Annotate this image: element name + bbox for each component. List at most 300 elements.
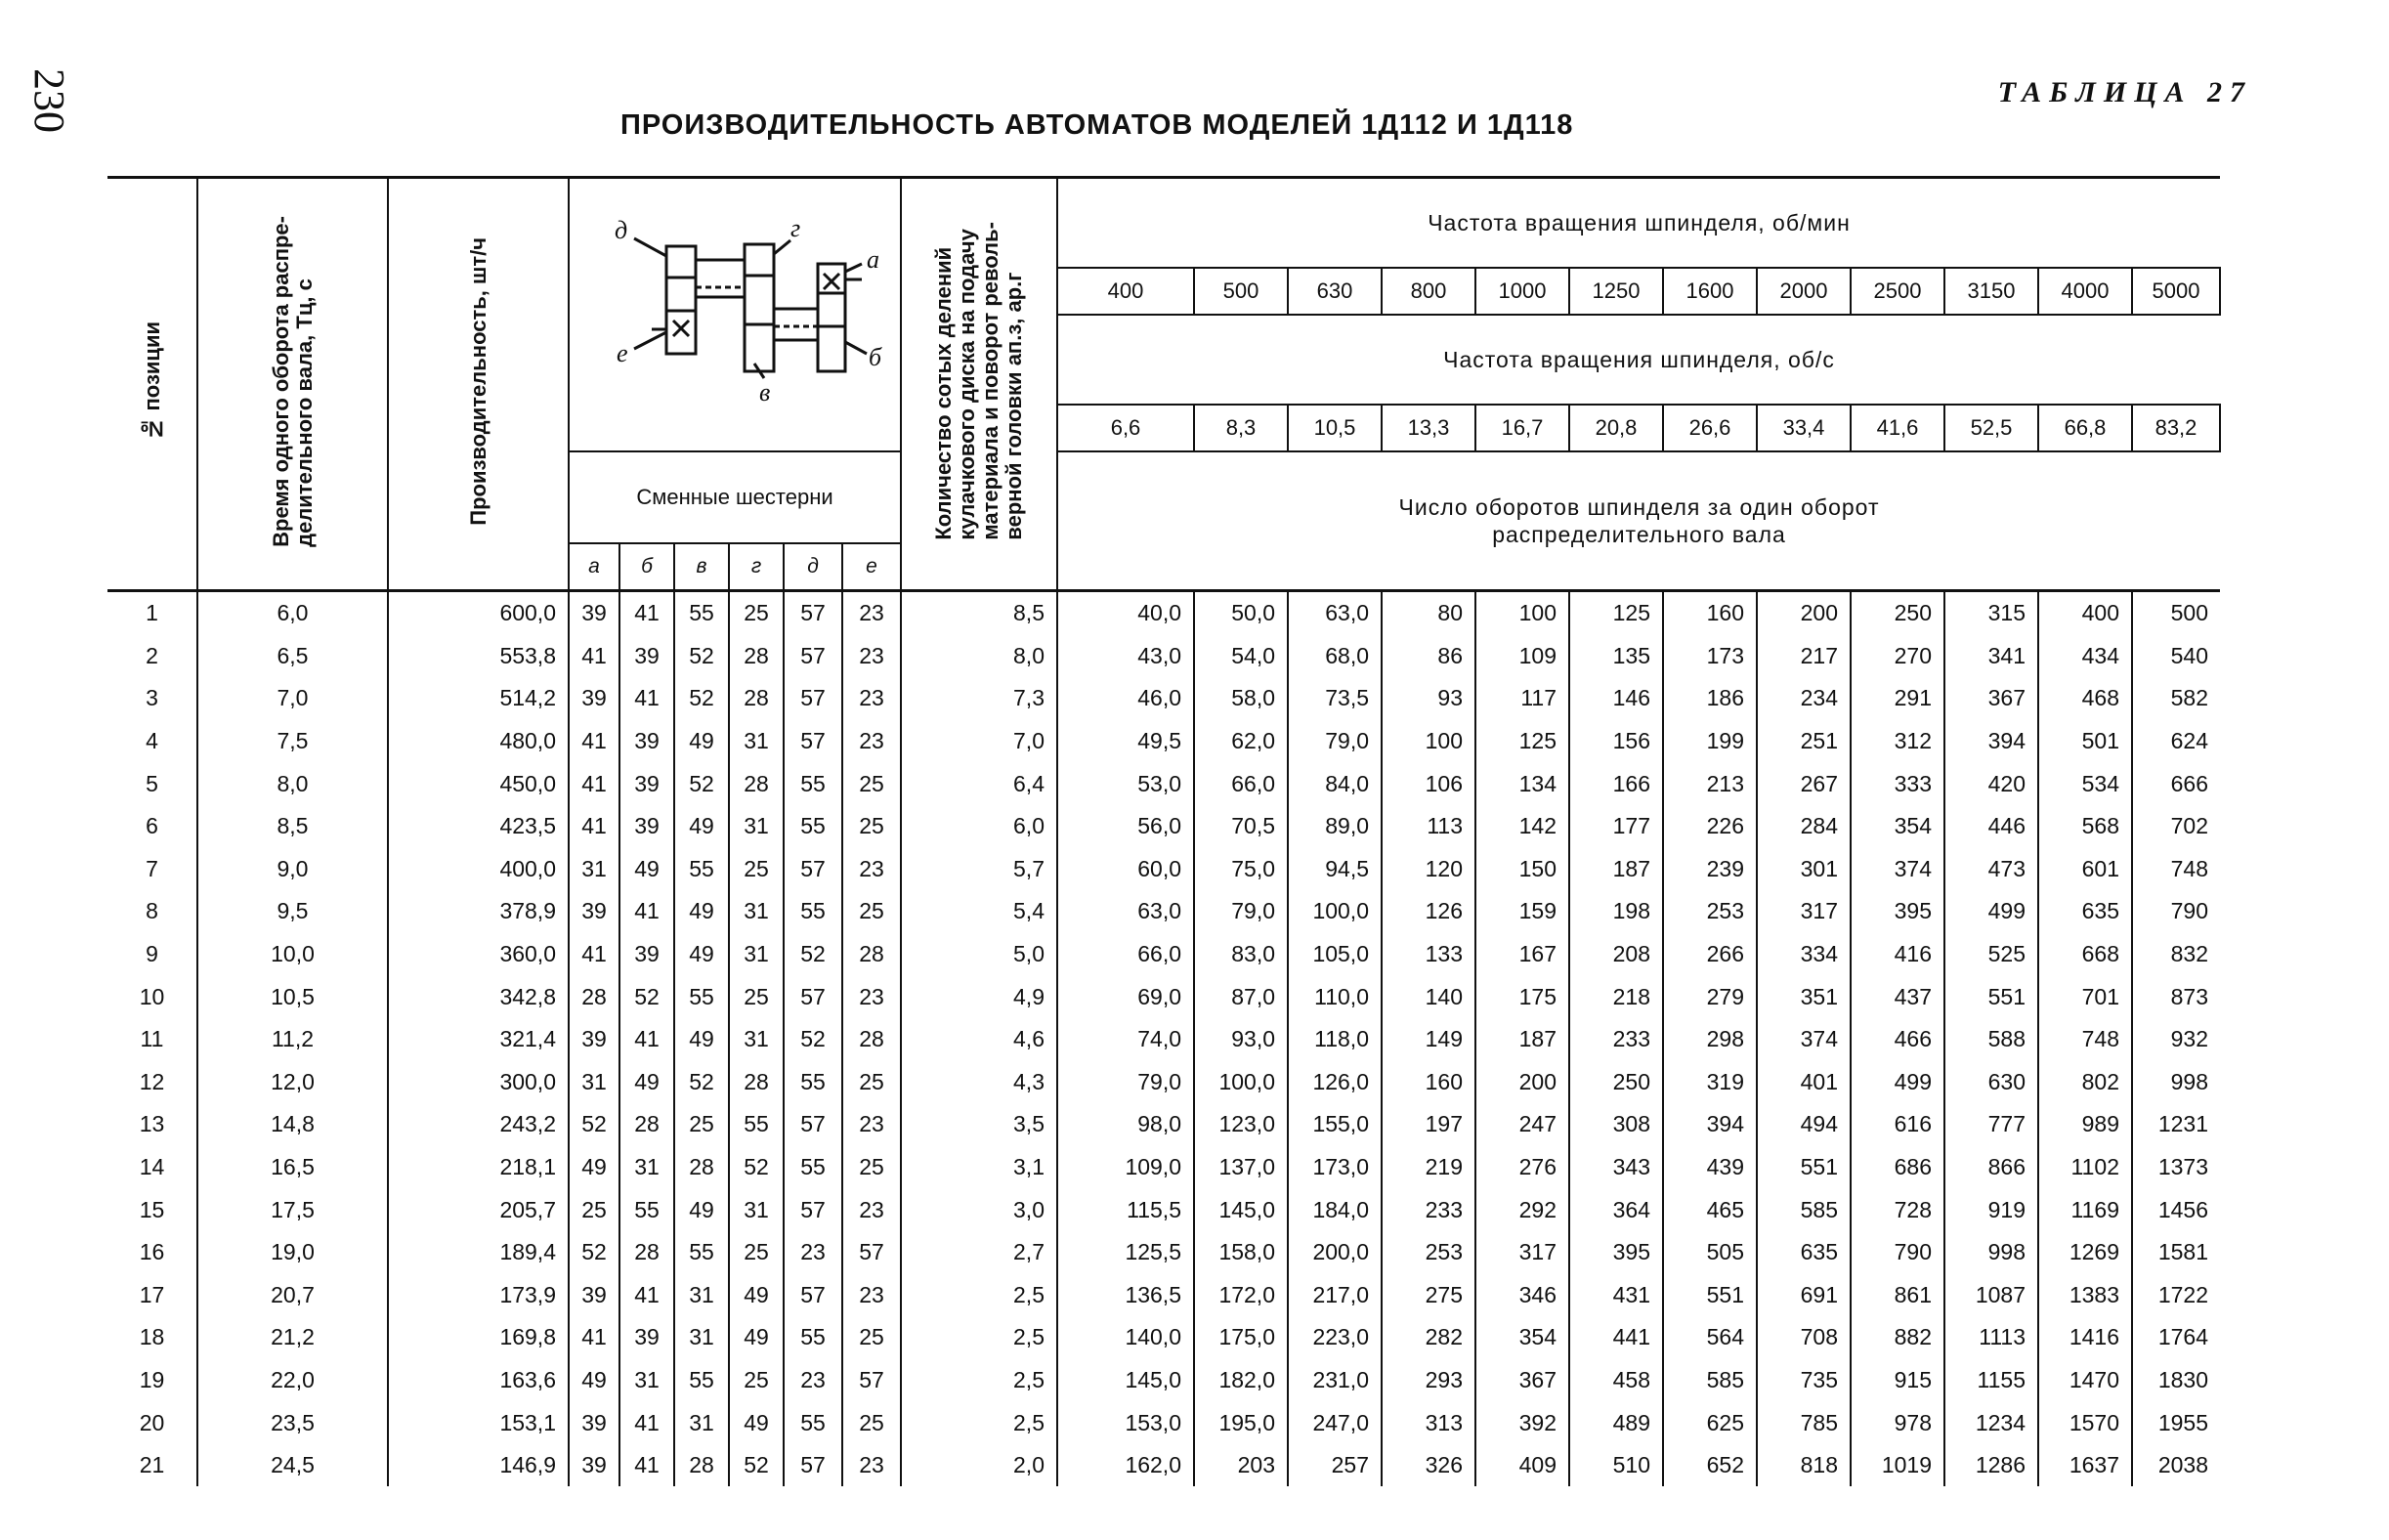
gear-teeth: 25 — [842, 1316, 901, 1359]
spindle-revolutions: 1581 — [2157, 1239, 2208, 1265]
gear-teeth: 23 — [842, 1444, 901, 1487]
spindle-revolutions: 1234 — [1944, 1401, 2038, 1444]
spindle-revolutions: 315 — [1944, 591, 2038, 635]
spindle-revolutions: 217,0 — [1288, 1274, 1382, 1317]
spindle-revolutions: 250 — [1569, 1061, 1663, 1104]
spindle-revolutions: 43,0 — [1057, 635, 1194, 678]
gear-teeth: 57 — [842, 1231, 901, 1274]
gear-teeth: 31 — [729, 720, 784, 763]
spindle-revolutions: 400 — [2038, 591, 2132, 635]
table-row — [107, 890, 2220, 933]
spindle-revolutions: 226 — [1663, 805, 1757, 848]
spindle-revolutions: 499 — [1944, 890, 2038, 933]
spindle-revolutions: 668 — [2038, 933, 2132, 976]
gear-teeth: 23 — [842, 591, 901, 635]
gear-teeth: 41 — [619, 1401, 674, 1444]
gear-teeth: 49 — [674, 1188, 729, 1231]
gear-teeth: 49 — [674, 933, 729, 976]
gear-teeth: 55 — [784, 1146, 842, 1189]
spindle-revolutions: 1286 — [1944, 1444, 2038, 1487]
spindle-revolutions: 46,0 — [1057, 677, 1194, 720]
gear-teeth: 28 — [674, 1146, 729, 1189]
spindle-revolutions: 882 — [1851, 1316, 1944, 1359]
spindle-revolutions: 126 — [1382, 890, 1475, 933]
gear-teeth: 25 — [842, 1061, 901, 1104]
spindle-revolutions: 79,0 — [1057, 1061, 1194, 1104]
spindle-revolutions: 468 — [2038, 677, 2132, 720]
spindle-revolutions: 735 — [1757, 1359, 1851, 1402]
gear-teeth: 57 — [784, 975, 842, 1018]
spindle-revolutions: 394 — [1663, 1103, 1757, 1146]
position-number: 1 — [107, 591, 197, 635]
spindle-revolutions: 200 — [1475, 1061, 1569, 1104]
spindle-revolutions: 126,0 — [1288, 1061, 1382, 1104]
spindle-revolutions: 63,0 — [1288, 591, 1382, 635]
gear-teeth: 52 — [569, 1103, 619, 1146]
spindle-revolutions: 217 — [1757, 635, 1851, 678]
spindle-revolutions: 223,0 — [1288, 1316, 1382, 1359]
spindle-revolutions: 354 — [1851, 805, 1944, 848]
rps-value: 33,4 — [1757, 405, 1851, 451]
spindle-revolutions: 616 — [1851, 1103, 1944, 1146]
spindle-revolutions: 1155 — [1944, 1359, 2038, 1402]
gear-teeth: 55 — [784, 1061, 842, 1104]
rpm-value: 1000 — [1475, 268, 1569, 315]
page-number: 230 — [25, 68, 73, 133]
gear-teeth: 25 — [842, 762, 901, 805]
gear-teeth: 31 — [569, 1061, 619, 1104]
spindle-revolutions: 551 — [1757, 1146, 1851, 1189]
table-row — [107, 1103, 2220, 1146]
spindle-revolutions: 500 — [2170, 600, 2208, 626]
rpm-value: 2500 — [1851, 268, 1944, 315]
productivity: 173,9 — [388, 1274, 569, 1317]
rps-value: 66,8 — [2038, 405, 2132, 451]
position-number: 5 — [107, 762, 197, 805]
gear-teeth: 57 — [784, 848, 842, 891]
spindle-revolutions: 401 — [1757, 1061, 1851, 1104]
rps-value: 8,3 — [1194, 405, 1288, 451]
divisions: 2,5 — [901, 1401, 1057, 1444]
gear-teeth: 41 — [619, 890, 674, 933]
spindle-revolutions: 499 — [1851, 1061, 1944, 1104]
gear-teeth: 31 — [674, 1274, 729, 1317]
gear-teeth: 31 — [729, 1018, 784, 1061]
divisions: 5,0 — [901, 933, 1057, 976]
divisions: 3,5 — [901, 1103, 1057, 1146]
rpm-value: 500 — [1194, 268, 1288, 315]
spindle-revolutions: 666 — [2170, 770, 2208, 796]
divisions: 7,0 — [901, 720, 1057, 763]
spindle-revolutions: 276 — [1475, 1146, 1569, 1189]
spindle-revolutions: 701 — [2038, 975, 2132, 1018]
spindle-revolutions: 125 — [1569, 591, 1663, 635]
spindle-revolutions: 785 — [1757, 1401, 1851, 1444]
spindle-revolutions: 1637 — [2038, 1444, 2132, 1487]
gear-teeth: 55 — [784, 805, 842, 848]
spindle-revolutions: 160 — [1382, 1061, 1475, 1104]
spindle-revolutions: 68,0 — [1288, 635, 1382, 678]
cycle-time: 11,2 — [197, 1018, 388, 1061]
spindle-revolutions: 184,0 — [1288, 1188, 1382, 1231]
spindle-revolutions: 156 — [1569, 720, 1663, 763]
spindle-revolutions: 582 — [2170, 685, 2208, 711]
spindle-revolutions: 374 — [1851, 848, 1944, 891]
spindle-revolutions: 93,0 — [1194, 1018, 1288, 1061]
spindle-revolutions: 125 — [1475, 720, 1569, 763]
spindle-revolutions: 564 — [1663, 1316, 1757, 1359]
spindle-revolutions: 213 — [1663, 762, 1757, 805]
spindle-revolutions: 466 — [1851, 1018, 1944, 1061]
divisions: 4,9 — [901, 975, 1057, 1018]
divisions: 6,4 — [901, 762, 1057, 805]
spindle-revolutions: 125,5 — [1057, 1231, 1194, 1274]
rps-value: 41,6 — [1851, 405, 1944, 451]
rps-value: 10,5 — [1288, 405, 1382, 451]
position-number: 19 — [107, 1359, 197, 1402]
spindle-revolutions: 416 — [1851, 933, 1944, 976]
gear-letter-header: д — [784, 543, 842, 591]
spindle-revolutions: 568 — [2038, 805, 2132, 848]
spindle-revolutions: 708 — [1757, 1316, 1851, 1359]
cycle-time: 7,0 — [197, 677, 388, 720]
gear-diagram-cell — [569, 178, 901, 452]
table-row — [107, 762, 2220, 805]
spindle-revolutions: 1269 — [2038, 1231, 2132, 1274]
rpm-value: 630 — [1288, 268, 1382, 315]
spindle-revolutions: 175 — [1475, 975, 1569, 1018]
table-body — [107, 591, 2220, 1487]
gear-letter-header: г — [729, 543, 784, 591]
divisions: 2,0 — [901, 1444, 1057, 1487]
cycle-time: 12,0 — [197, 1061, 388, 1104]
spindle-revolutions: 74,0 — [1057, 1018, 1194, 1061]
spindle-revolutions: 374 — [1757, 1018, 1851, 1061]
gear-teeth: 49 — [674, 1018, 729, 1061]
productivity: 169,8 — [388, 1316, 569, 1359]
cycle-time: 19,0 — [197, 1231, 388, 1274]
table-row — [107, 1316, 2220, 1359]
gear-teeth: 31 — [619, 1359, 674, 1402]
spindle-revolutions: 66,0 — [1057, 933, 1194, 976]
spindle-revolutions: 525 — [1944, 933, 2038, 976]
table-row — [107, 1146, 2220, 1189]
spindle-revolutions: 142 — [1475, 805, 1569, 848]
position-number: 16 — [107, 1231, 197, 1274]
gear-teeth: 39 — [619, 805, 674, 848]
position-number: 7 — [107, 848, 197, 891]
table-label: ТАБЛИЦА 27 — [1997, 76, 2252, 108]
rps-value: 16,7 — [1475, 405, 1569, 451]
gear-teeth: 28 — [619, 1103, 674, 1146]
gear-teeth: 28 — [729, 762, 784, 805]
spindle-revolutions: 282 — [1382, 1316, 1475, 1359]
spindle-revolutions: 137,0 — [1194, 1146, 1288, 1189]
spindle-revolutions: 199 — [1663, 720, 1757, 763]
spindle-revolutions: 177 — [1569, 805, 1663, 848]
divisions: 8,5 — [901, 591, 1057, 635]
spindle-revolutions: 343 — [1569, 1146, 1663, 1189]
gear-teeth: 23 — [842, 848, 901, 891]
spindle-revolutions: 919 — [1944, 1188, 2038, 1231]
spindle-revolutions: 319 — [1663, 1061, 1757, 1104]
rps-value: 83,2 — [2132, 405, 2220, 451]
productivity: 378,9 — [388, 890, 569, 933]
gear-teeth: 23 — [842, 1103, 901, 1146]
spindle-revolutions: 1169 — [2038, 1188, 2132, 1231]
gear-teeth: 52 — [674, 1061, 729, 1104]
table-row — [107, 720, 2220, 763]
gear-teeth: 41 — [569, 1316, 619, 1359]
spindle-revolutions: 267 — [1757, 762, 1851, 805]
spindle-revolutions: 635 — [1757, 1231, 1851, 1274]
productivity: 480,0 — [388, 720, 569, 763]
spindle-revolutions: 118,0 — [1288, 1018, 1382, 1061]
spindle-revolutions: 861 — [1851, 1274, 1944, 1317]
spindle-revolutions: 1830 — [2157, 1366, 2208, 1392]
spindle-revolutions: 270 — [1851, 635, 1944, 678]
spindle-revolutions: 1955 — [2157, 1409, 2208, 1435]
spindle-revolutions: 186 — [1663, 677, 1757, 720]
table-row — [107, 1444, 2220, 1487]
spindle-revolutions: 1722 — [2157, 1281, 2208, 1307]
spindle-revolutions: 279 — [1663, 975, 1757, 1018]
cycle-time: 6,5 — [197, 635, 388, 678]
spindle-revolutions: 155,0 — [1288, 1103, 1382, 1146]
divisions: 3,0 — [901, 1188, 1057, 1231]
spindle-revolutions: 100,0 — [1288, 890, 1382, 933]
spindle-revolutions: 109,0 — [1057, 1146, 1194, 1189]
gear-teeth: 31 — [569, 848, 619, 891]
gear-teeth: 52 — [619, 975, 674, 1018]
spindle-revolutions: 63,0 — [1057, 890, 1194, 933]
spindle-revolutions: 140 — [1382, 975, 1475, 1018]
productivity-table — [107, 176, 2221, 1486]
spindle-revolutions: 113 — [1382, 805, 1475, 848]
spindle-revolutions: 146 — [1569, 677, 1663, 720]
spindle-revolutions: 187 — [1569, 848, 1663, 891]
spindle-revolutions: 458 — [1569, 1359, 1663, 1402]
gear-teeth: 57 — [784, 635, 842, 678]
gear-teeth: 52 — [569, 1231, 619, 1274]
cycle-time: 6,0 — [197, 591, 388, 635]
spindle-revolutions: 346 — [1475, 1274, 1569, 1317]
gear-teeth: 31 — [619, 1146, 674, 1189]
spindle-revolutions: 150 — [1475, 848, 1569, 891]
spindle-revolutions: 1764 — [2157, 1324, 2208, 1350]
spindle-revolutions: 275 — [1382, 1274, 1475, 1317]
position-number: 14 — [107, 1146, 197, 1189]
position-number: 12 — [107, 1061, 197, 1104]
gear-teeth: 39 — [619, 762, 674, 805]
spindle-revolutions: 702 — [2170, 813, 2208, 839]
spindle-revolutions: 394 — [1944, 720, 2038, 763]
spindle-revolutions: 239 — [1663, 848, 1757, 891]
spindle-revolutions: 312 — [1851, 720, 1944, 763]
gear-teeth: 49 — [619, 848, 674, 891]
gear-teeth: 41 — [569, 635, 619, 678]
gear-teeth: 23 — [842, 635, 901, 678]
spindle-revolutions: 135 — [1569, 635, 1663, 678]
rpm-value: 5000 — [2132, 268, 2220, 315]
productivity: 146,9 — [388, 1444, 569, 1487]
spindle-revolutions: 233 — [1569, 1018, 1663, 1061]
spindle-revolutions: 308 — [1569, 1103, 1663, 1146]
gear-teeth: 49 — [729, 1401, 784, 1444]
gear-teeth: 49 — [674, 805, 729, 848]
spindle-revolutions: 54,0 — [1194, 635, 1288, 678]
gear-teeth: 49 — [729, 1316, 784, 1359]
spindle-revolutions: 145,0 — [1057, 1359, 1194, 1402]
gear-teeth: 55 — [674, 848, 729, 891]
spindle-revolutions: 153,0 — [1057, 1401, 1194, 1444]
spindle-revolutions: 585 — [1663, 1359, 1757, 1402]
gear-letter-header: а — [569, 543, 619, 591]
rps-title: Частота вращения шпинделя, об/с — [1443, 346, 1835, 372]
spindle-revolutions: 70,5 — [1194, 805, 1288, 848]
gear-teeth: 31 — [729, 933, 784, 976]
spindle-revolutions: 94,5 — [1288, 848, 1382, 891]
gear-letter-header: б — [619, 543, 674, 591]
gear-teeth: 28 — [729, 635, 784, 678]
spindle-revolutions: 93 — [1382, 677, 1475, 720]
gear-teeth: 25 — [729, 591, 784, 635]
table-row — [107, 848, 2220, 891]
spindle-revolutions: 624 — [2170, 728, 2208, 754]
gear-teeth: 28 — [674, 1444, 729, 1487]
gear-teeth: 31 — [674, 1401, 729, 1444]
spindle-revolutions: 86 — [1382, 635, 1475, 678]
diagram-label-g: г — [790, 217, 801, 242]
spindle-revolutions: 75,0 — [1194, 848, 1288, 891]
spindle-revolutions: 341 — [1944, 635, 2038, 678]
spindle-revolutions: 197 — [1382, 1103, 1475, 1146]
productivity: 153,1 — [388, 1401, 569, 1444]
spindle-revolutions: 540 — [2170, 642, 2208, 668]
spindle-revolutions: 58,0 — [1194, 677, 1288, 720]
gear-teeth: 28 — [729, 1061, 784, 1104]
spindle-revolutions: 134 — [1475, 762, 1569, 805]
spindle-revolutions: 173 — [1663, 635, 1757, 678]
gear-teeth: 25 — [729, 1231, 784, 1274]
cycle-time: 17,5 — [197, 1188, 388, 1231]
spindle-revolutions: 2038 — [2157, 1452, 2208, 1478]
divisions: 4,3 — [901, 1061, 1057, 1104]
spindle-revolutions: 367 — [1944, 677, 2038, 720]
table-row — [107, 805, 2220, 848]
gear-teeth: 49 — [674, 720, 729, 763]
gear-teeth: 25 — [674, 1103, 729, 1146]
divisions: 2,7 — [901, 1231, 1057, 1274]
spindle-revolutions: 431 — [1569, 1274, 1663, 1317]
spindle-revolutions: 437 — [1851, 975, 1944, 1018]
spindle-revolutions: 1113 — [1944, 1316, 2038, 1359]
spindle-revolutions: 748 — [2170, 855, 2208, 881]
divisions: 5,4 — [901, 890, 1057, 933]
gear-teeth: 55 — [619, 1188, 674, 1231]
diagram-label-d: д — [615, 217, 628, 244]
spindle-revolutions: 115,5 — [1057, 1188, 1194, 1231]
cycle-time: 22,0 — [197, 1359, 388, 1402]
cycle-time: 16,5 — [197, 1146, 388, 1189]
gear-teeth: 31 — [729, 890, 784, 933]
productivity: 360,0 — [388, 933, 569, 976]
gear-teeth: 39 — [569, 591, 619, 635]
gear-teeth: 55 — [784, 762, 842, 805]
spindle-revolutions: 588 — [1944, 1018, 2038, 1061]
gear-teeth: 25 — [842, 1146, 901, 1189]
divisions: 8,0 — [901, 635, 1057, 678]
spindle-revolutions: 291 — [1851, 677, 1944, 720]
spindle-revolutions: 100 — [1475, 591, 1569, 635]
gear-teeth: 41 — [569, 933, 619, 976]
spindle-revolutions: 489 — [1569, 1401, 1663, 1444]
spindle-revolutions: 367 — [1475, 1359, 1569, 1402]
productivity: 205,7 — [388, 1188, 569, 1231]
spindle-revolutions: 395 — [1569, 1231, 1663, 1274]
spindle-revolutions: 98,0 — [1057, 1103, 1194, 1146]
gear-teeth: 57 — [842, 1359, 901, 1402]
gear-teeth: 39 — [619, 720, 674, 763]
spindle-revolutions: 159 — [1475, 890, 1569, 933]
gear-teeth: 49 — [569, 1146, 619, 1189]
spindle-revolutions: 635 — [2038, 890, 2132, 933]
spindle-revolutions: 80 — [1382, 591, 1475, 635]
spindle-revolutions: 218 — [1569, 975, 1663, 1018]
spindle-revolutions: 1231 — [2157, 1111, 2208, 1137]
rps-value: 13,3 — [1382, 405, 1475, 451]
gear-teeth: 25 — [842, 1401, 901, 1444]
cycle-time: 21,2 — [197, 1316, 388, 1359]
spindle-revolutions: 1087 — [1944, 1274, 2038, 1317]
spindle-revolutions: 686 — [1851, 1146, 1944, 1189]
productivity: 450,0 — [388, 762, 569, 805]
cycle-time: 20,7 — [197, 1274, 388, 1317]
position-number: 18 — [107, 1316, 197, 1359]
spindle-revolutions: 53,0 — [1057, 762, 1194, 805]
gear-teeth: 52 — [784, 1018, 842, 1061]
gear-teeth: 41 — [619, 591, 674, 635]
productivity: 189,4 — [388, 1231, 569, 1274]
divisions: 2,5 — [901, 1274, 1057, 1317]
table-row — [107, 635, 2220, 678]
rps-value: 52,5 — [1944, 405, 2038, 451]
spindle-revolutions: 182,0 — [1194, 1359, 1288, 1402]
spindle-revolutions: 158,0 — [1194, 1231, 1288, 1274]
spindle-revolutions: 198 — [1569, 890, 1663, 933]
spindle-revolutions: 203 — [1194, 1444, 1288, 1487]
rpm-value: 4000 — [2038, 268, 2132, 315]
gear-teeth: 39 — [569, 1018, 619, 1061]
table-row — [107, 591, 2220, 635]
spindle-revolutions: 136,5 — [1057, 1274, 1194, 1317]
spindle-revolutions: 166 — [1569, 762, 1663, 805]
spindle-revolutions: 1102 — [2038, 1146, 2132, 1189]
gear-letter-header: в — [674, 543, 729, 591]
position-number: 11 — [107, 1018, 197, 1061]
table-row — [107, 1061, 2220, 1104]
gear-teeth: 28 — [569, 975, 619, 1018]
spindle-revolutions: 160 — [1663, 591, 1757, 635]
table-row — [107, 1018, 2220, 1061]
spindle-revolutions: 208 — [1569, 933, 1663, 976]
spindle-revolutions: 392 — [1475, 1401, 1569, 1444]
gear-teeth: 52 — [729, 1146, 784, 1189]
gear-teeth: 57 — [784, 1444, 842, 1487]
cycle-time: 23,5 — [197, 1401, 388, 1444]
spindle-revolutions: 313 — [1382, 1401, 1475, 1444]
spindle-revolutions: 334 — [1757, 933, 1851, 976]
